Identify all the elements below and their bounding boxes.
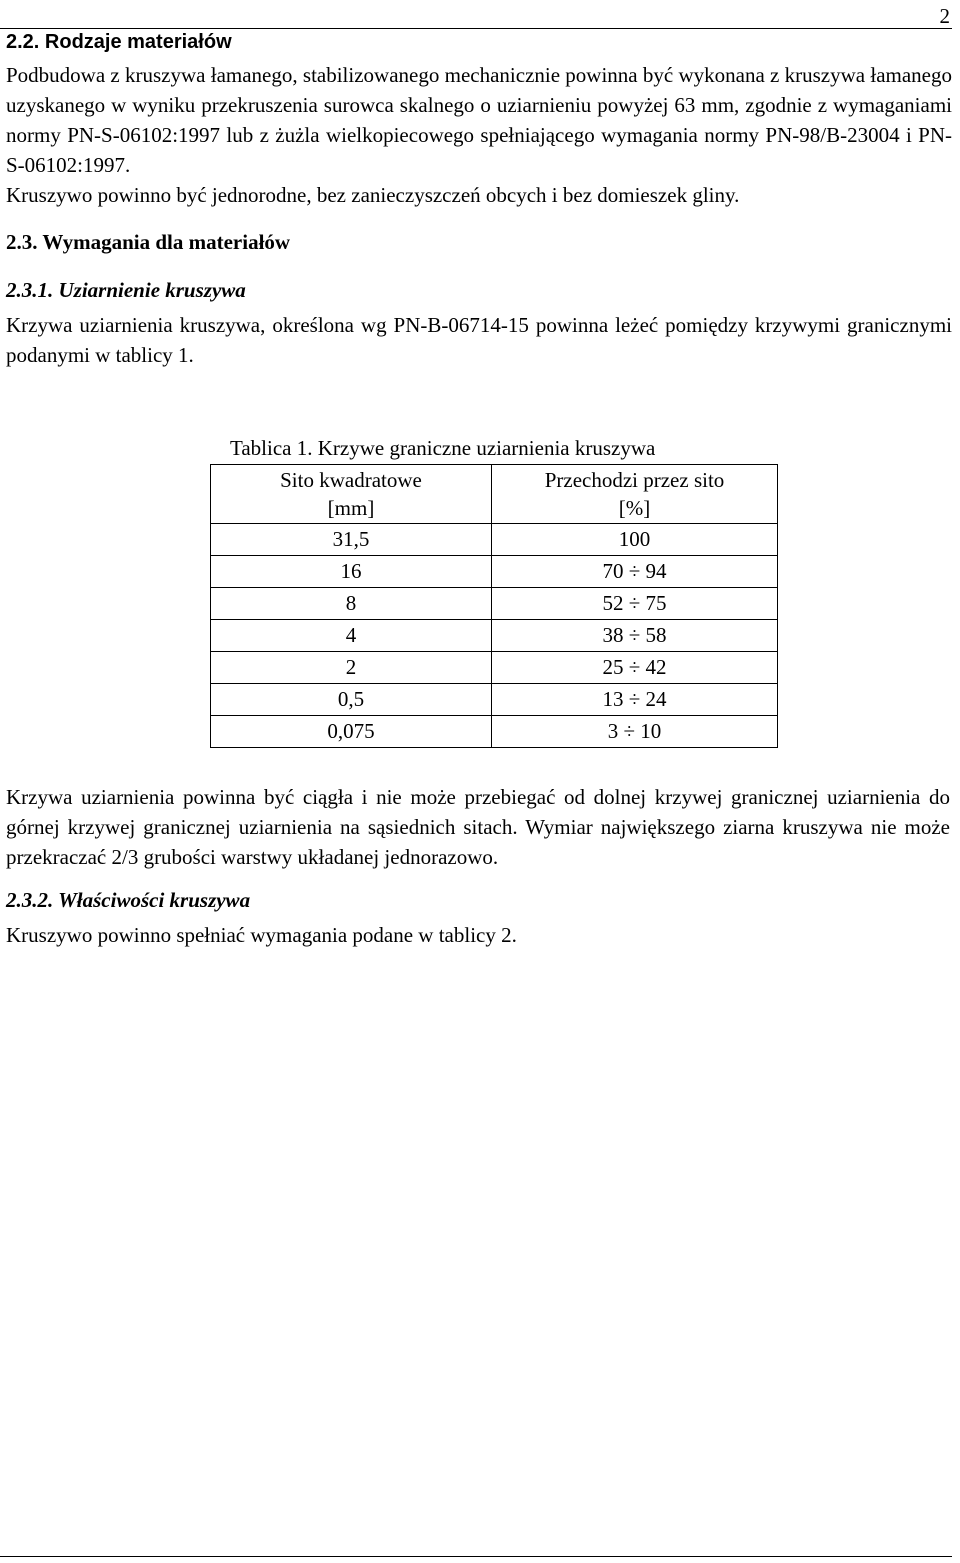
header-passing-line1: Przechodzi przez sito xyxy=(544,468,725,492)
table-row xyxy=(211,620,778,652)
section-2-3-2-heading: 2.3.2. Właściwości kruszywa xyxy=(6,888,251,912)
table-row xyxy=(211,652,778,684)
sieve-cell: 4 xyxy=(211,620,492,652)
passing-cell: 100 xyxy=(492,524,778,556)
after-table-paragraph: Krzywa uziarnienia powinna być ciągła i nie może przebiegać od dolnej krzywej granicznej uziarnienia do górnej krzywej granicznej uziarnienia na sąsiednich sitach. Wymiar największego ziarna kruszywa nie może przekraczać 2/3 grubości warstwy układanej jednorazowo. xyxy=(6,785,950,869)
section-2-3-1-heading: 2.3.1. Uziarnienie kruszywa xyxy=(6,278,246,302)
sieve-cell: 31,5 xyxy=(211,524,492,556)
table-header-row xyxy=(211,465,778,524)
sieve-cell: 8 xyxy=(211,588,492,620)
header-passing-line2: [%] xyxy=(618,496,651,520)
header-sieve xyxy=(211,465,492,524)
section-2-2-paragraph-2: Kruszywo powinno być jednorodne, bez zanieczyszczeń obcych i bez domieszek gliny. xyxy=(6,183,740,207)
sieve-cell: 16 xyxy=(211,556,492,588)
section-2-3-1-paragraph: Krzywa uziarnienia kruszywa, określona wg PN-B-06714-15 powinna leżeć pomiędzy krzywymi granicznymi podanymi w tablicy 1. xyxy=(6,313,952,367)
page-number: 2 xyxy=(939,4,950,28)
document-body xyxy=(6,28,952,370)
passing-cell: 13 ÷ 24 xyxy=(492,684,778,716)
header-passing xyxy=(492,465,778,524)
table-row xyxy=(211,524,778,556)
passing-cell: 25 ÷ 42 xyxy=(492,652,778,684)
sieve-cell: 0,5 xyxy=(211,684,492,716)
table-row xyxy=(211,556,778,588)
table-row xyxy=(211,588,778,620)
table-row xyxy=(211,684,778,716)
footer-rule xyxy=(0,1556,952,1557)
passing-cell: 70 ÷ 94 xyxy=(492,556,778,588)
passing-cell: 3 ÷ 10 xyxy=(492,716,778,748)
table-row xyxy=(211,716,778,748)
passing-cell: 38 ÷ 58 xyxy=(492,620,778,652)
sieve-cell: 0,075 xyxy=(211,716,492,748)
after-table-block xyxy=(6,782,950,950)
passing-cell: 52 ÷ 75 xyxy=(492,588,778,620)
table-1-caption: Tablica 1. Krzywe graniczne uziarnienia kruszywa xyxy=(230,436,656,460)
section-2-3-2-paragraph: Kruszywo powinno spełniać wymagania podane w tablicy 2. xyxy=(6,923,517,947)
section-2-2-heading: 2.2. Rodzaje materiałów xyxy=(6,31,232,53)
header-sieve-line2: [mm] xyxy=(327,496,375,520)
sieve-cell: 2 xyxy=(211,652,492,684)
section-2-3-heading: 2.3. Wymagania dla materiałów xyxy=(6,230,291,254)
grading-table xyxy=(210,464,778,748)
header-sieve-line1: Sito kwadratowe xyxy=(280,468,422,492)
section-2-2-paragraph: Podbudowa z kruszywa łamanego, stabilizowanego mechanicznie powinna być wykonana z kruszywa łamanego uzyskanego w wyniku przekruszenia surowca skalnego o uziarnieniu powyżej 63 mm, zgodnie z wymaganiami normy PN-S-06102:1997 lub z żużla wielkopiecowego spełniającego wymagania normy PN-98/B-23004 i PN-S-06102:1997. xyxy=(6,63,952,177)
